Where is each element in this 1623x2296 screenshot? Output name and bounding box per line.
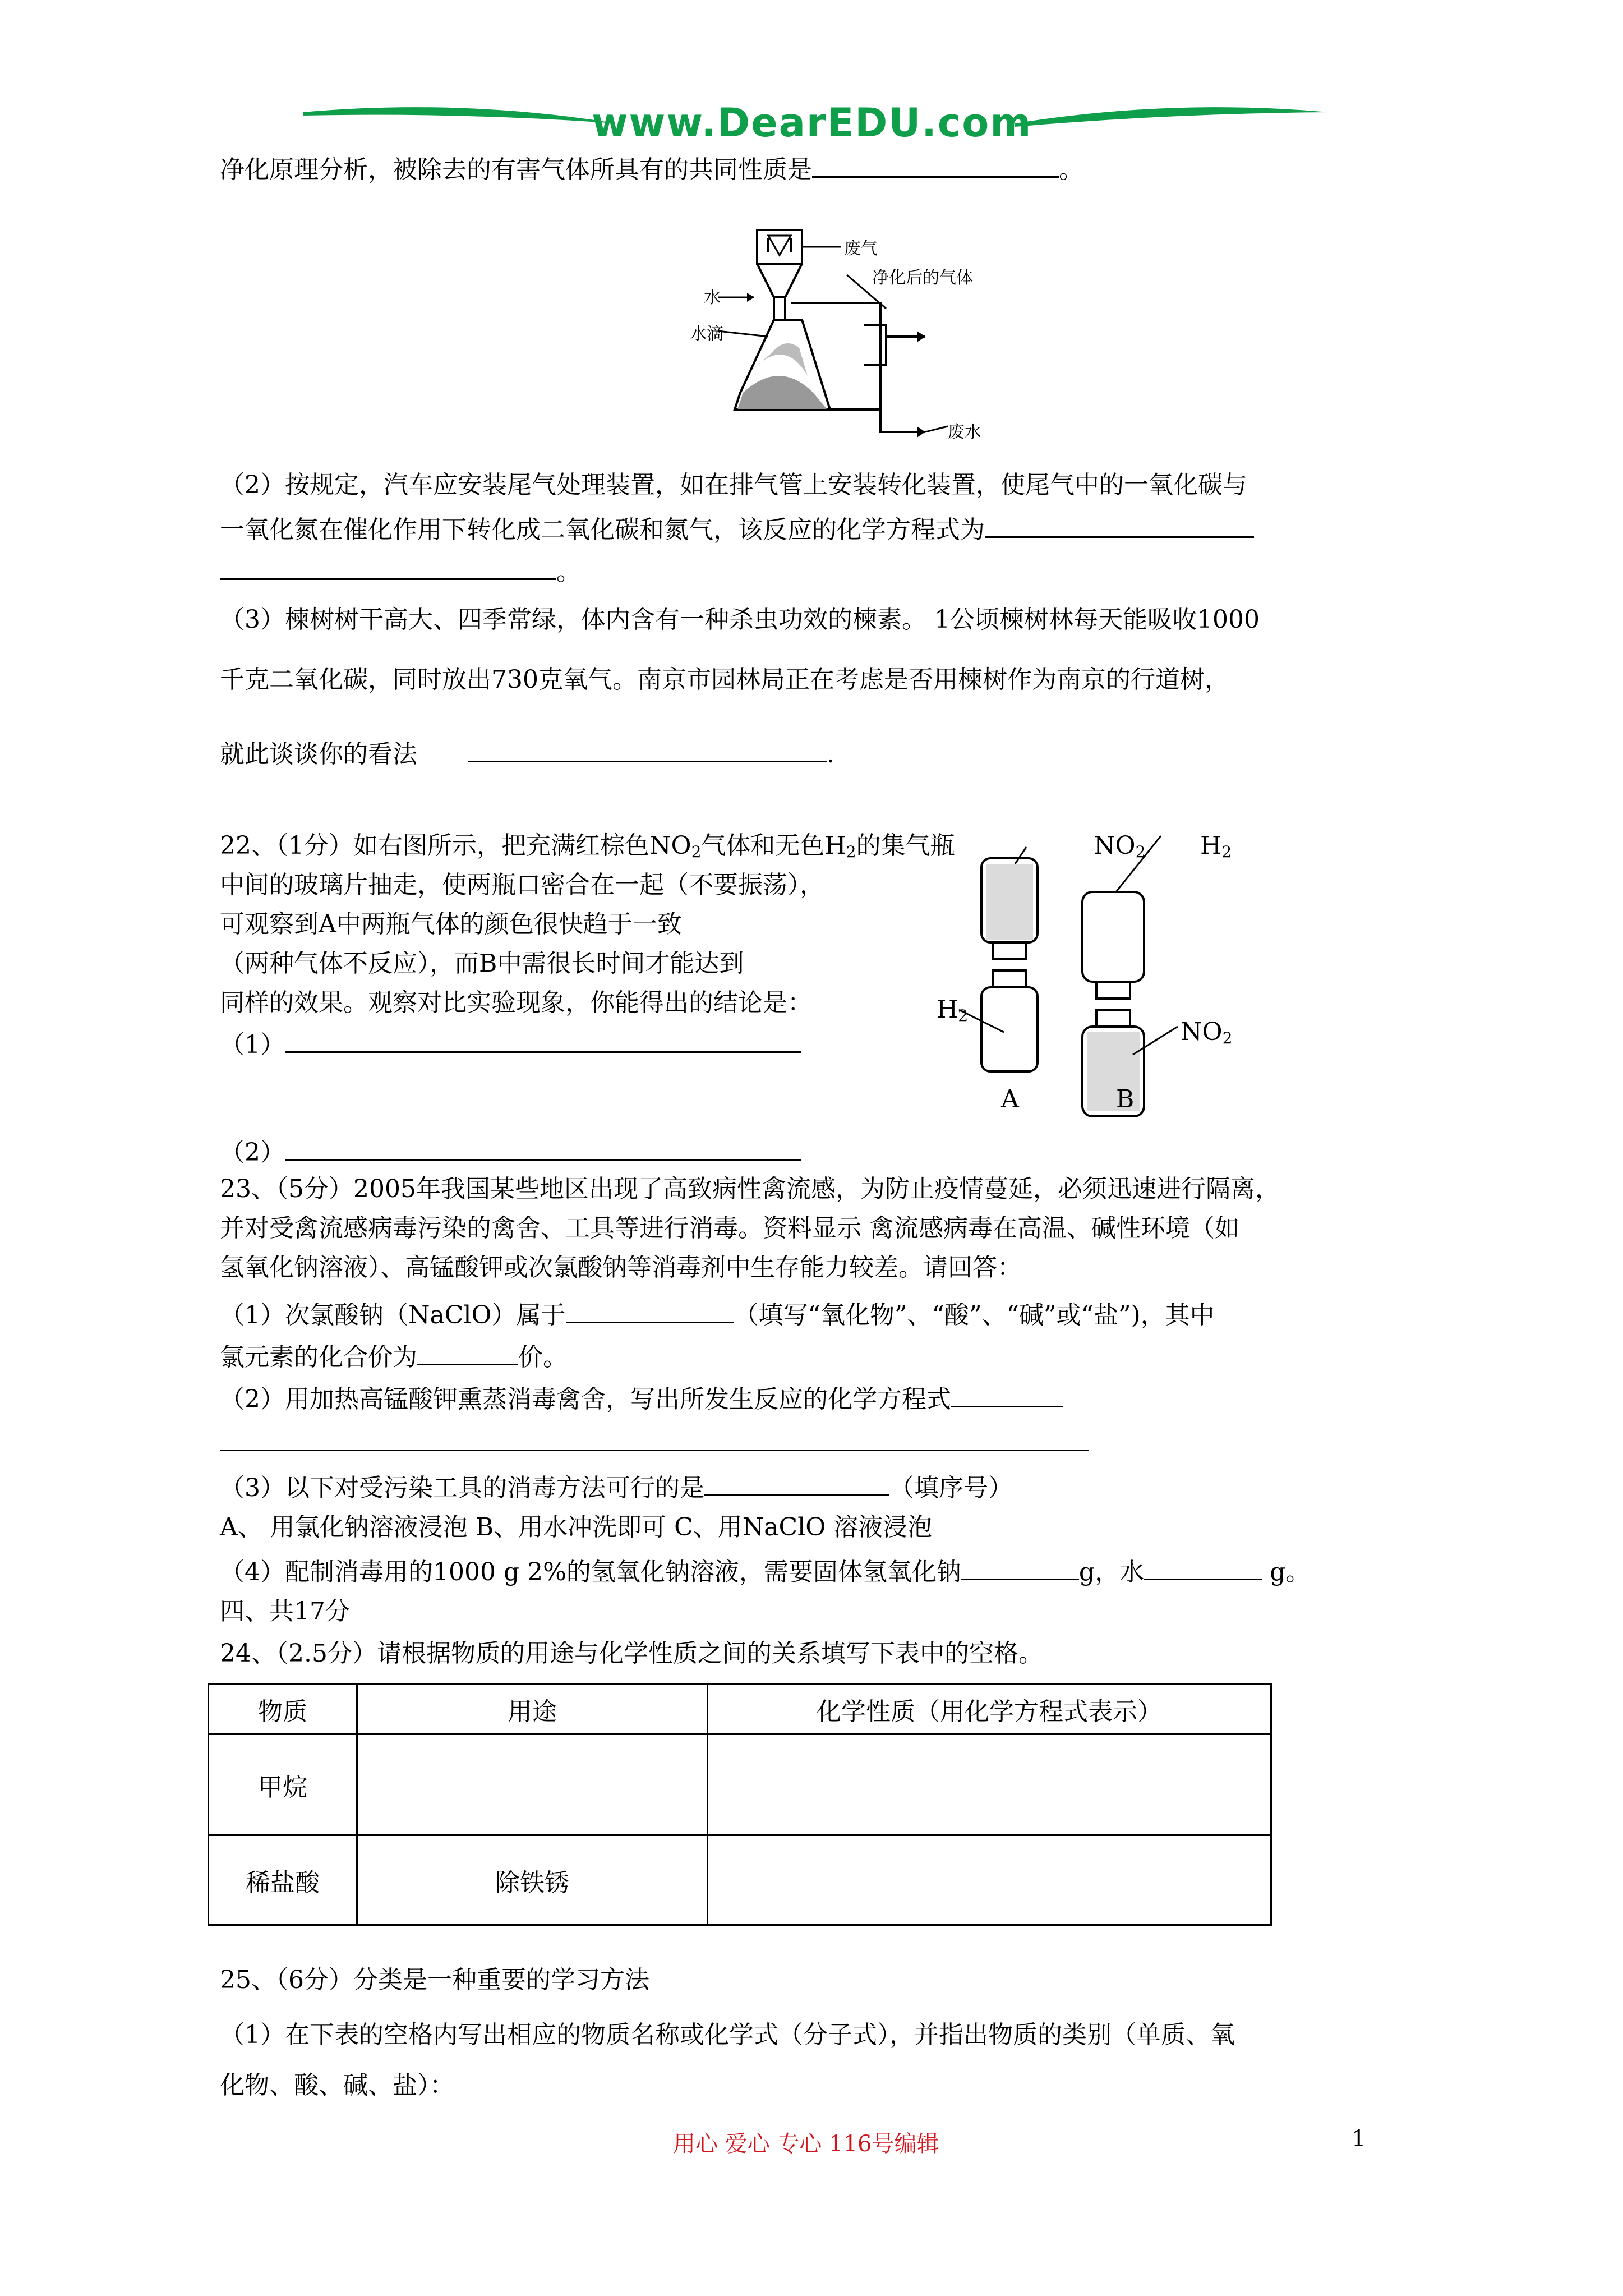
text-line: （2）用加热高锰酸钾熏蒸消毒禽舍，写出所发生反应的化学方程式 <box>220 1380 1063 1416</box>
text-line <box>220 1424 1089 1460</box>
table-row <box>209 1835 1271 1925</box>
text-line: 。 <box>220 553 581 589</box>
page-number: 1 <box>1352 2126 1366 2152</box>
label-no2-top: $NO_2$ <box>1094 831 1146 861</box>
text-line: （4）配制消毒用的1000 g 2%的氢氧化钠溶液，需要固体氢氧化钠 g，水 g。 <box>220 1553 1310 1589</box>
table-header-cell: 用途 <box>357 1684 708 1734</box>
header-swoosh-right <box>1015 101 1329 135</box>
text-line: 同样的效果。观察对比实验现象，你能得出的结论是： <box>220 988 812 1017</box>
table-cell: 除铁锈 <box>357 1835 708 1925</box>
text-line: 化物、酸、碱、盐）： <box>220 2071 454 2100</box>
text-line: A、 用氯化钠溶液浸泡 B、用水冲洗即可 C、用NaClO 溶液浸泡 <box>220 1513 933 1542</box>
text-line: 中间的玻璃片抽走，使两瓶口密合在一起（不要振荡）， <box>220 871 824 899</box>
gas-jars-figure <box>942 830 1256 1122</box>
text-line: 可观察到A中两瓶气体的颜色很快趋于一致 <box>220 910 682 938</box>
answer-blank[interactable] <box>985 510 1254 538</box>
answer-blank[interactable] <box>961 1553 1079 1580</box>
table-cell[interactable] <box>708 1734 1271 1835</box>
answer-blank[interactable] <box>951 1380 1063 1407</box>
label-h2-top: $H_2$ <box>1200 831 1232 861</box>
text-line: （3）以下对受污染工具的消毒方法可行的是 （填序号） <box>220 1469 1013 1505</box>
text-line: 净化原理分析，被除去的有害气体所具有的共同性质是 。 <box>220 150 1083 187</box>
footer-credit: 用心 爱心 专心 116号编辑 <box>673 2131 939 2157</box>
answer-blank[interactable] <box>417 1338 518 1365</box>
label-h2-bottom: $H_2$ <box>937 995 969 1025</box>
label-droplet: 水滴 <box>690 324 723 344</box>
answer-blank[interactable] <box>566 1296 734 1323</box>
section-heading: 四、共17分 <box>220 1597 350 1626</box>
text-line: （2）按规定，汽车应安装尾气处理装置，如在排气管上安装转化装置，使尾气中的一氧化碳与 <box>220 471 1247 499</box>
table-header-cell: 化学性质（用化学方程式表示） <box>708 1684 1271 1734</box>
label-a: A <box>1001 1085 1019 1114</box>
answer-blank[interactable] <box>285 1133 801 1161</box>
answer-blank[interactable] <box>220 553 556 580</box>
text-line: 氢氧化钠溶液）、高锰酸钾或次氯酸钠等消毒剂中生存能力较差。请回答： <box>220 1253 1022 1282</box>
table-row <box>209 1734 1271 1835</box>
label-no2-bottom: $NO_2$ <box>1181 1018 1233 1047</box>
text-line: （1）次氯酸钠（NaClO）属于 （填写“氧化物”、“酸”、“碱”或“盐”)，其中 <box>220 1296 1215 1332</box>
text-line: 24、（2.5分）请根据物质的用途与化学性质之间的关系填写下表中的空格。 <box>220 1639 1043 1668</box>
table-cell: 稀盐酸 <box>209 1835 357 1925</box>
table-cell[interactable] <box>708 1835 1271 1925</box>
table-header-row <box>209 1684 1271 1734</box>
label-waste-gas: 废气 <box>844 239 878 259</box>
label-water: 水 <box>704 288 721 307</box>
text-line: （2） <box>220 1133 801 1170</box>
label-clean-gas: 净化后的气体 <box>872 268 973 288</box>
table-cell: 甲烷 <box>209 1734 357 1835</box>
table-cell[interactable] <box>357 1734 708 1835</box>
text-line: 并对受禽流感病毒污染的禽舍、工具等进行消毒。资料显示 禽流感病毒在高温、碱性环境（如 <box>220 1214 1239 1243</box>
answer-blank[interactable] <box>220 1424 1089 1451</box>
text-line: 氯元素的化合价为 价。 <box>220 1338 568 1374</box>
text-line: 23、（5分）2005年我国某些地区出现了高致病性禽流感，为防止疫情蔓延，必须迅速进行隔离， <box>220 1175 1280 1203</box>
text-line: （1） <box>220 1025 801 1062</box>
text-line: 一氧化氮在催化作用下转化成二氧化碳和氮气，该反应的化学方程式为 <box>220 510 1254 547</box>
answer-blank[interactable] <box>812 150 1059 178</box>
text-line: （3）楝树树干高大、四季常绿，体内含有一种杀虫功效的楝素。 1公顷楝树林每天能吸收1000 <box>220 605 1260 634</box>
answer-blank[interactable] <box>285 1025 801 1053</box>
text-line: （两种气体不反应），而B中需很长时间才能达到 <box>220 949 744 978</box>
answer-blank[interactable] <box>468 735 827 762</box>
label-waste-water: 废水 <box>948 422 981 442</box>
text-line: （1）在下表的空格内写出相应的物质名称或化学式（分子式），并指出物质的类别（单质、氧 <box>220 2021 1235 2049</box>
text-line: 就此谈谈你的看法 . <box>220 735 834 771</box>
property-table <box>208 1683 1272 1926</box>
text-line: 千克二氧化碳，同时放出730克氧气。南京市园林局正在考虑是否用楝树作为南京的行道树， <box>220 665 1229 694</box>
answer-blank[interactable] <box>704 1469 889 1496</box>
header-swoosh-left <box>303 101 617 135</box>
table-header-cell: 物质 <box>209 1684 357 1734</box>
text-line: 22、（1分）如右图所示，把充满红棕色$NO_2$气体和无色$H_2$的集气瓶 <box>220 831 955 861</box>
answer-blank[interactable] <box>1144 1553 1262 1580</box>
header-site-logo[interactable]: www.DearEDU.com <box>592 100 1032 146</box>
label-b: B <box>1116 1085 1135 1114</box>
text-line: 25、（6分）分类是一种重要的学习方法 <box>220 1966 649 1994</box>
